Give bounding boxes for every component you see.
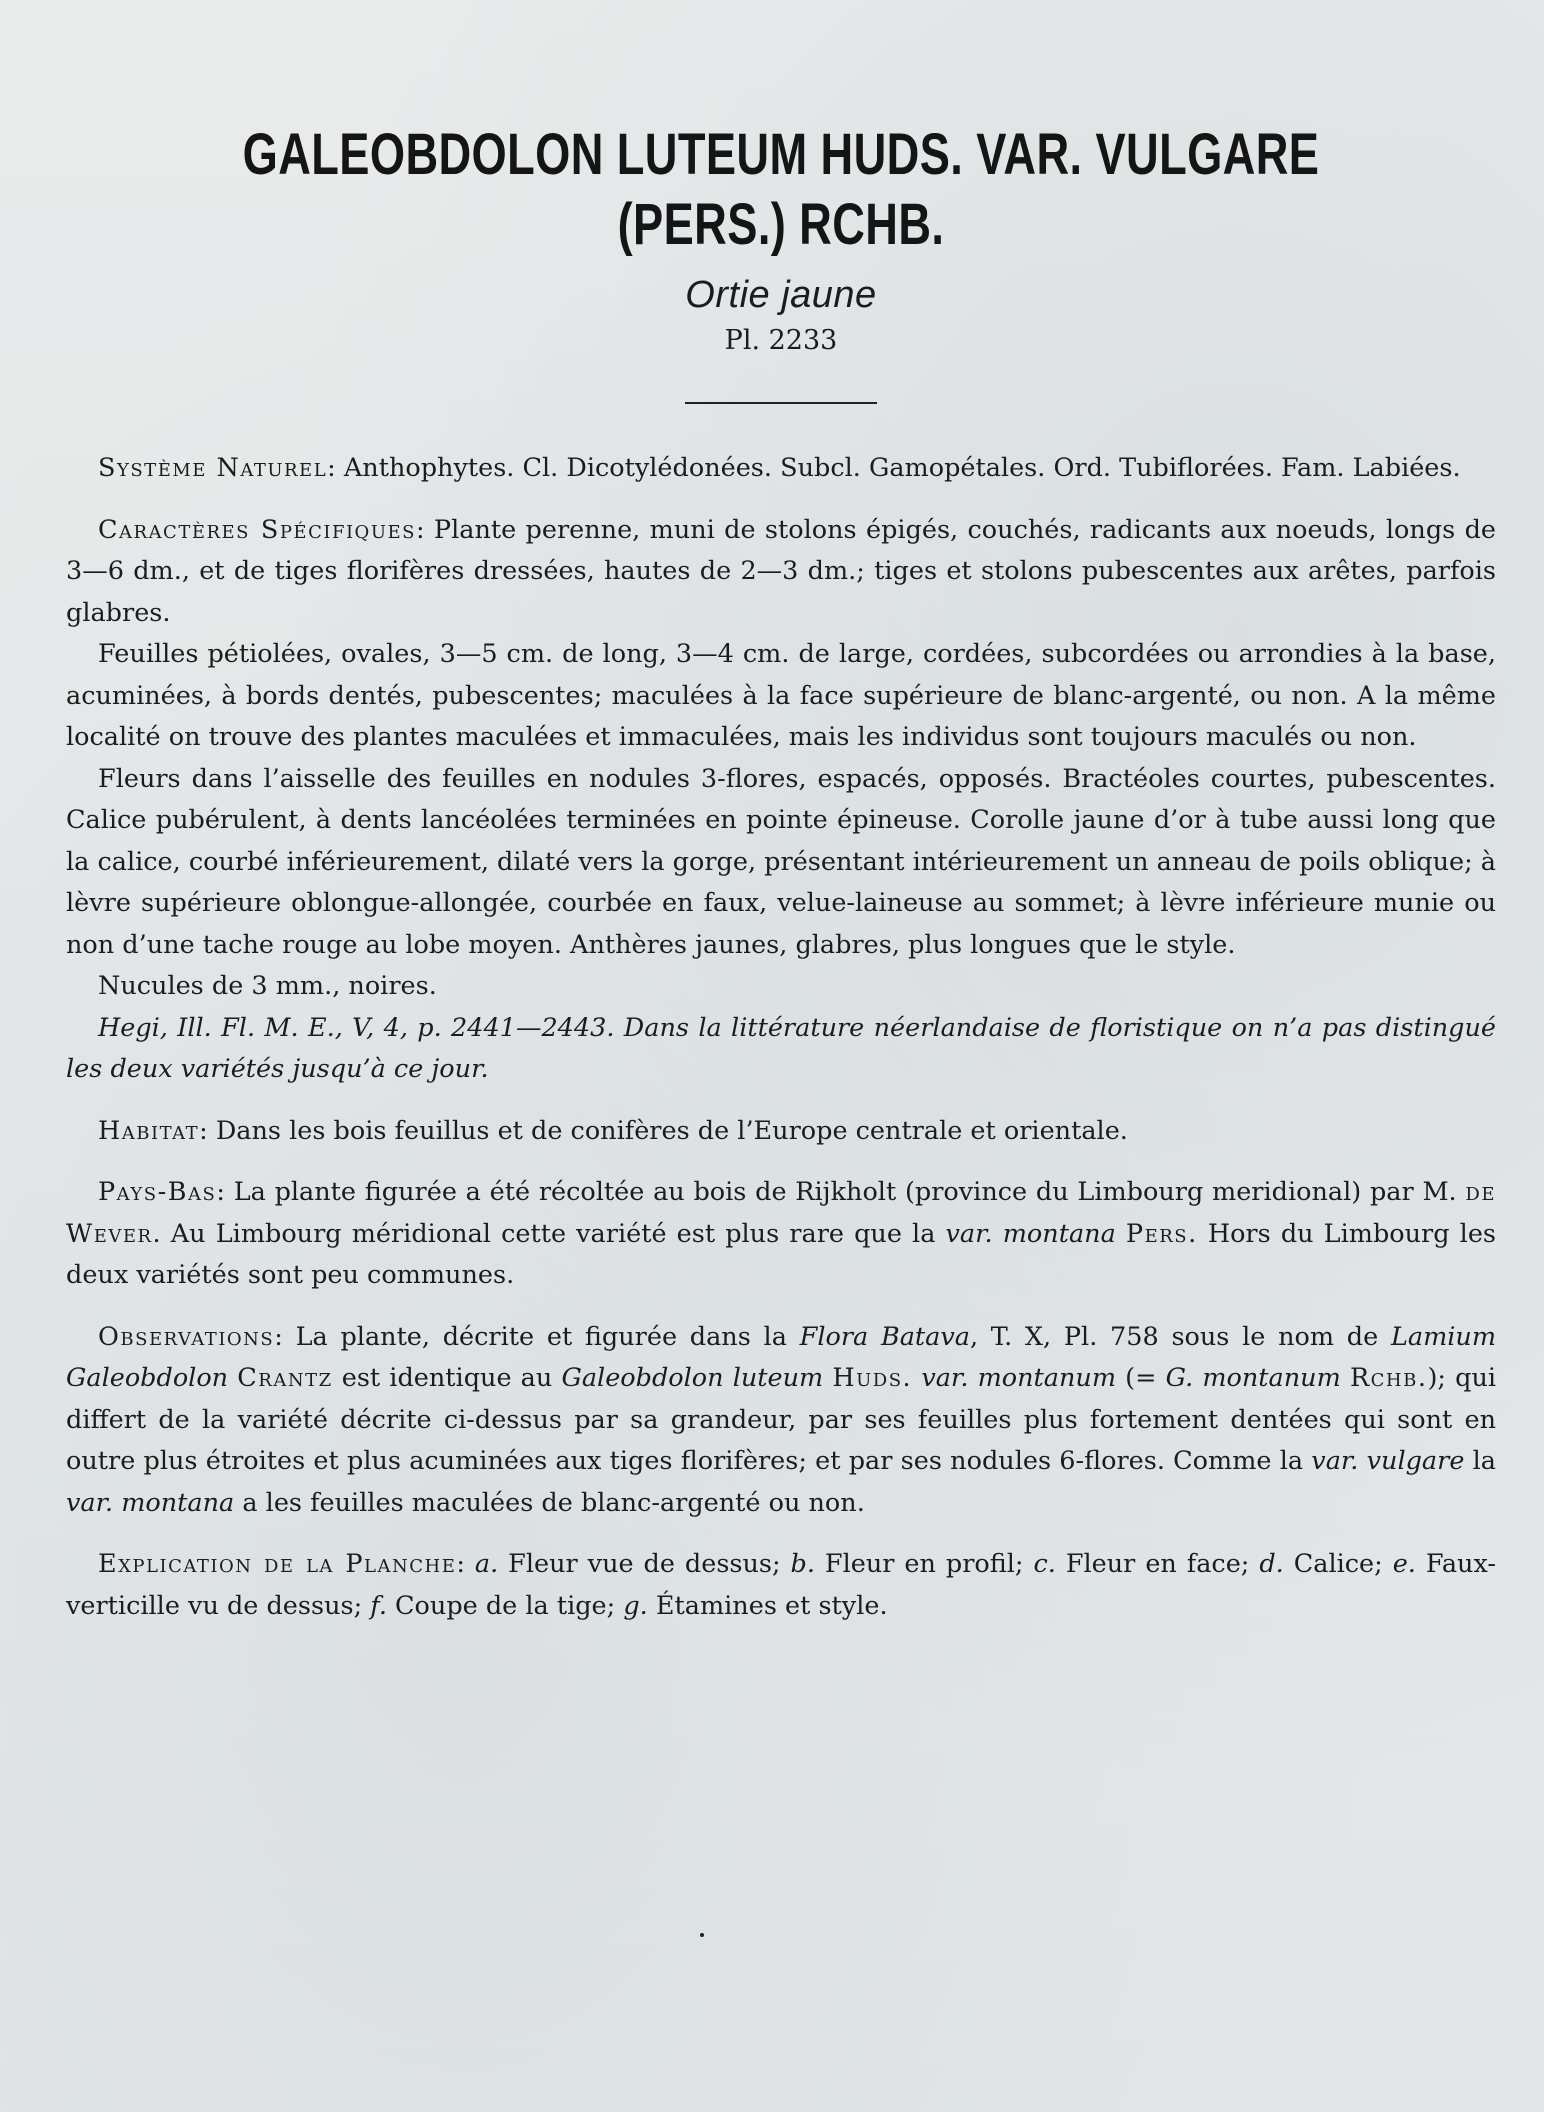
paragraph-text: la: [1464, 1446, 1497, 1476]
title-line-1: GALEOBDOLON LUTEUM HUDS. VAR. VULGARE: [242, 122, 1320, 187]
figure-letter: c.: [1033, 1549, 1056, 1579]
author-name: Crantz: [237, 1363, 333, 1393]
explication-paragraph: Explication de la Planche: a. Fleur vue de dessus; b. Fleur en profil; c. Fleur en face; d. Calice; e. Faux-verticille vu de dessus; f. Coupe de la tige; g. Étamines et style.: [66, 1549, 1496, 1621]
figure-caption: Fleur en face;: [1055, 1549, 1250, 1579]
paragraph-text: . Au Limbourg méridional cette variété est plus rare que la: [152, 1218, 936, 1249]
figure-letter: f.: [370, 1590, 387, 1621]
feuilles-paragraph: Feuilles pétiolées, ovales, 3—5 cm. de long, 3—4 cm. de large, cordées, subcordées ou arrondies à la base, acuminées, à bords dentés, pubescentes; maculées à la face supérieure de blanc-argenté, ou non. A la même localité on trouve des plantes maculées et immaculées, mais les individus sont toujours maculés ou non.: [66, 639, 1496, 752]
reference-paragraph: Hegi, Ill. Fl. M. E., V, 4, p. 2441—2443. Dans la littérature néerlandaise de floristique on n’a pas distingué les deux variétés jusqu’à ce jour.: [66, 1012, 1496, 1084]
document-page: [66, 120, 1496, 1627]
species-name: Galeobdolon luteum: [561, 1363, 824, 1393]
paragraph-text: est identique au: [332, 1363, 553, 1393]
figure-caption: Fleur vue de dessus;: [498, 1549, 781, 1579]
section-heading: Habitat: [98, 1115, 200, 1146]
species-name: Lamium Galeobdolon: [66, 1321, 1497, 1393]
figure-letter: a.: [474, 1549, 499, 1579]
author-name: Rchb.: [1349, 1363, 1428, 1393]
caracteres-paragraph: Caractères Spécifiques: Plante perenne, muni de stolons épigés, couchés, radicants aux noeuds, longs de 3—6 dm., et de tiges florifères dressées, hautes de 2—3 dm.; tiges et stolons pubescentes aux arêtes, parfois glabres.: [66, 514, 1496, 628]
paragraph-text: Dans les bois feuillus et de conifères de l’Europe centrale et orientale.: [215, 1115, 1128, 1146]
author-name: Pers.: [1125, 1218, 1198, 1249]
paragraph-text: , T. X, Pl. 758 sous le nom de: [969, 1321, 1379, 1352]
figure-caption: Coupe de la tige;: [386, 1590, 616, 1621]
fleurs-paragraph: Fleurs dans l’aisselle des feuilles en nodules 3-flores, espacés, opposés. Bractéoles courtes, pubescentes. Calice pubérulent, à dents lancéolées terminées en pointe épineuse. Corolle jaune d’or à tube aussi long que la calice, courbé inférieurement, dilaté vers la gorge, présentant intérieurement un anneau de poils oblique; à lèvre supérieure oblongue-allongée, courbée en faux, velue-laineuse au sommet; à lèvre inférieure munie ou non d’une tache rouge au lobe moyen. Anthères jaunes, glabres, plus longues que le style.: [66, 763, 1496, 960]
title-line-2: (PERS.) RCHB.: [617, 192, 945, 257]
variety-name: var. montanum: [921, 1363, 1117, 1393]
figure-caption: Faux-verticille vu de dessus;: [66, 1549, 1496, 1621]
paragraph-text: La plante, décrite et figurée dans la: [295, 1321, 787, 1352]
observations-paragraph: Observations: La plante, décrite et figurée dans la Flora Batava, T. X, Pl. 758 sous le nom de Lamium Galeobdolon Crantz est identique au Galeobdolon luteum Huds. var. montanum (= G. montanum Rchb.); qui differt de la variété décrite ci-dessus par sa grandeur, par ses feuilles plus fortement dentées qui sont en outre plus étroites et plus acuminées aux tiges florifères; et par ses nodules 6-flores. Comme la var. vulgare la var. montana a les feuilles maculées de blanc-argenté ou non.: [66, 1321, 1497, 1518]
paragraph-text: La plante figurée a été récoltée au bois de Rijkholt (province du Limbourg meridional) par M.: [233, 1177, 1457, 1207]
collector-name: de Wever: [66, 1177, 1496, 1249]
figure-caption: Fleur en profil;: [814, 1549, 1024, 1579]
habitat-paragraph: Habitat: Dans les bois feuillus et de conifères de l’Europe centrale et orientale.: [98, 1115, 1128, 1146]
systeme-naturel-paragraph: Système Naturel: Anthophytes. Cl. Dicotylédonées. Subcl. Gamopétales. Ord. Tubiflorées. Fam. Labiées.: [98, 453, 1461, 483]
divider: [685, 402, 877, 404]
figure-caption: Calice;: [1283, 1549, 1383, 1579]
section-heading: Système Naturel: [98, 453, 328, 483]
figure-letter: g.: [623, 1590, 648, 1621]
variety-name: var. montana: [945, 1218, 1116, 1249]
figure-letter: d.: [1259, 1549, 1284, 1579]
paragraph-text: Hors du Limbourg les deux variétés sont peu communes.: [66, 1218, 1497, 1290]
paragraph-text: (=: [1116, 1363, 1157, 1393]
paragraph-text: Plante perenne, muni de stolons épigés, couchés, radicants aux noeuds, longs de 3—6 dm., et de tiges florifères dressées, hautes de 2—3 dm.; tiges et stolons pubescentes aux arêtes, parfois glabres.: [66, 514, 1496, 628]
figure-letter: e.: [1392, 1549, 1416, 1579]
work-title: Flora Batava: [799, 1321, 970, 1352]
plate-number: Pl. 2233: [724, 325, 838, 356]
nucules-paragraph: Nucules de 3 mm., noires.: [98, 971, 437, 1001]
species-name: G. montanum: [1165, 1363, 1341, 1393]
paragraph-text: a les feuilles maculées de blanc-argenté ou non.: [234, 1487, 865, 1518]
section-heading: Observations: [98, 1321, 275, 1352]
paragraph-text: Anthophytes. Cl. Dicotylédonées. Subcl. Gamopétales. Ord. Tubiflorées. Fam. Labiées.: [343, 453, 1461, 483]
variety-name: var. vulgare: [1311, 1446, 1465, 1476]
figure-letter: b.: [790, 1549, 815, 1579]
page-mark: [700, 1933, 704, 1937]
common-name: Ortie jaune: [685, 274, 877, 316]
variety-name: var. montana: [66, 1487, 235, 1518]
figure-caption: Étamines et style.: [647, 1590, 888, 1621]
page-title: [223, 120, 1338, 260]
section-heading: Pays-Bas: [98, 1177, 217, 1207]
author-name: Huds.: [832, 1363, 913, 1393]
paragraph-text: ); qui differt de la variété décrite ci-dessus par sa grandeur, par ses feuilles plus fortement dentées qui sont en outre plus étroites et plus acuminées aux tiges florifères; et par ses nodules 6-flores. Comme la: [66, 1363, 1497, 1476]
section-heading: Caractères Spécifiques: [98, 514, 416, 545]
pays-bas-paragraph: Pays-Bas: La plante figurée a été récoltée au bois de Rijkholt (province du Limbourg meridional) par M. de Wever. Au Limbourg méridional cette variété est plus rare que la var. montana Pers. Hors du Limbourg les deux variétés sont peu communes.: [66, 1177, 1497, 1290]
section-heading: Explication de la Planche: [98, 1549, 457, 1579]
